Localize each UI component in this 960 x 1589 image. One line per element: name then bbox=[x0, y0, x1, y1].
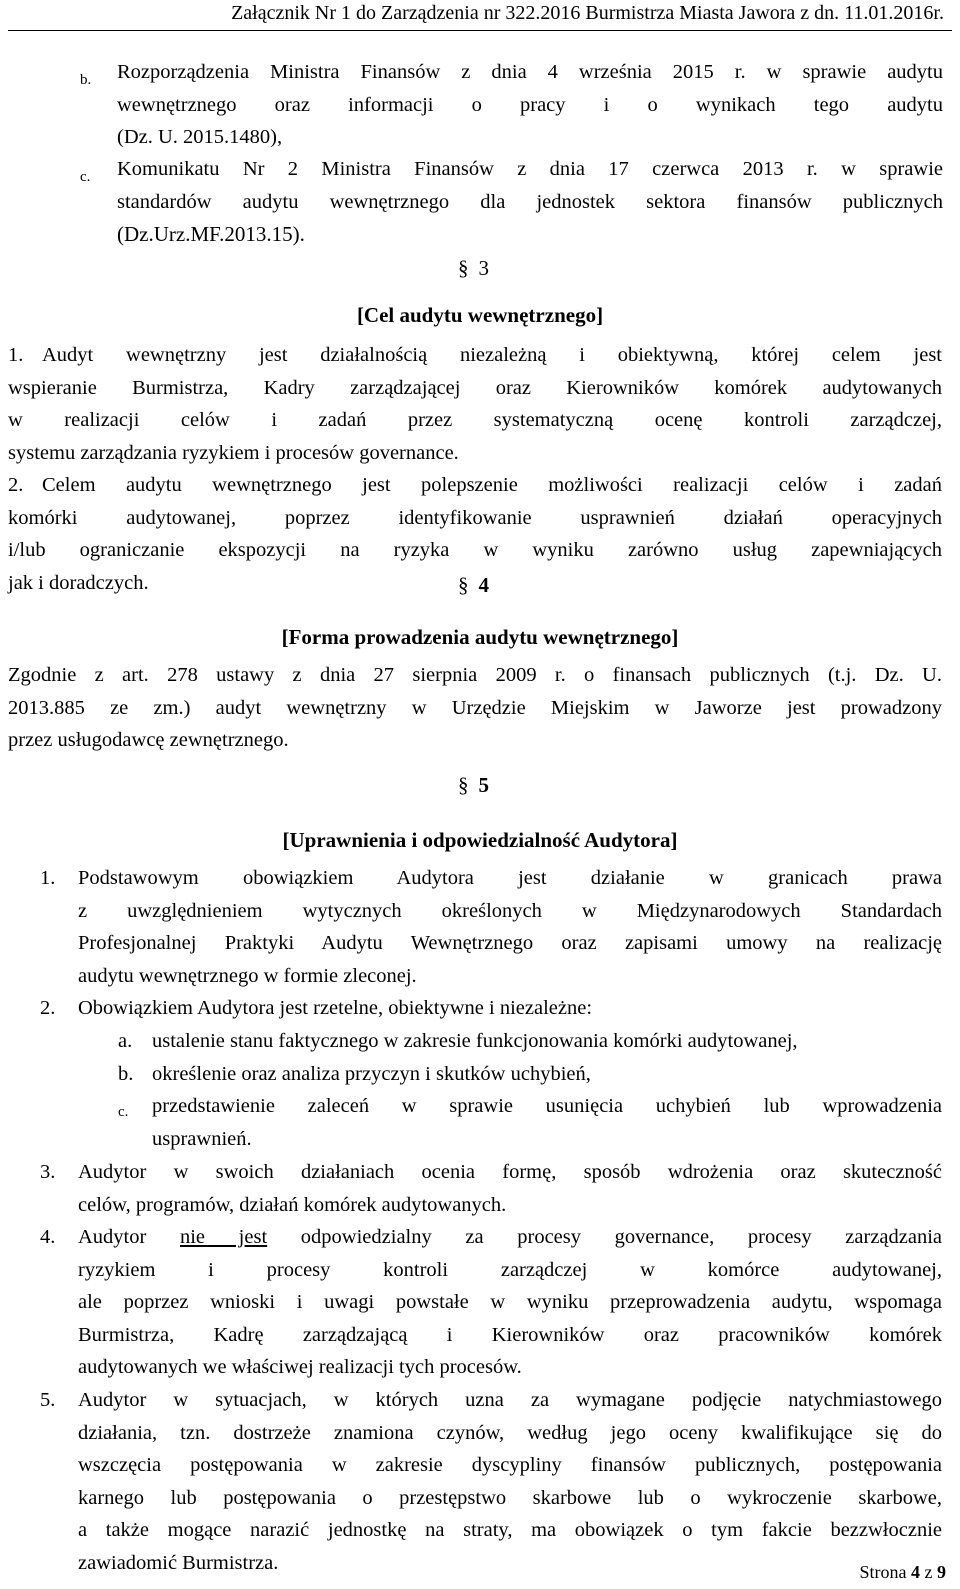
text-line: Rozporządzenia Ministra Finansów z dnia 4 września 2015 r. w sprawie audytu bbox=[117, 61, 943, 83]
text-line: przedstawienie zaleceń w sprawie usunięcia uchybień lub wprowadzenia bbox=[152, 1095, 942, 1117]
text-line: usprawnień. bbox=[152, 1127, 252, 1150]
list-marker-c: c. bbox=[80, 169, 91, 185]
text-line: Burmistrza, Kadrę zarządzającą i Kierowników oraz pracowników komórek bbox=[78, 1323, 942, 1346]
text-line: a także mogące narazić jednostkę na straty, ma obowiązek o tym fakcie bezzwłocznie bbox=[78, 1519, 942, 1541]
text-line: wspieranie Burmistrza, Kadry zarządzającej oraz Kierowników komórek audytowanych bbox=[8, 376, 942, 399]
section-4-number: § 4 bbox=[458, 573, 489, 597]
text-line: karnego lub postępowania o przestępstwo skarbowe lub o wykroczenie skarbowe, bbox=[78, 1486, 942, 1509]
section-5-title: [Uprawnienia i odpowiedzialność Audytora] bbox=[282, 828, 678, 852]
document-header: Załącznik Nr 1 do Zarządzenia nr 322.2016 Burmistrza Miasta Jawora z dn. 11.01.2016r. bbox=[231, 2, 944, 24]
section-4-title: [Forma prowadzenia audytu wewnętrznego] bbox=[281, 625, 679, 649]
section-5-item-2c bbox=[152, 1090, 942, 1155]
section-5-item-3 bbox=[78, 1156, 942, 1221]
text-line: Audytor nie jest odpowiedzialny za procesy governance, procesy zarządzania bbox=[78, 1226, 943, 1248]
text-line: działania, tzn. dostrzeże znamiona czynów, według jego oceny kwalifikujące się do bbox=[78, 1421, 942, 1444]
section-5-item-2: Obowiązkiem Audytora jest rzetelne, obiektywne i niezależne: bbox=[78, 997, 593, 1019]
text-line: celów, programów, działań komórek audytowanych. bbox=[78, 1193, 507, 1216]
emphasis-underline: nie jest bbox=[179, 1226, 268, 1248]
section-5-item-1 bbox=[78, 862, 942, 992]
list-marker-1: 1. bbox=[8, 344, 24, 366]
list-marker-3: 3. bbox=[40, 1161, 56, 1183]
text-line: Celem audytu wewnętrznego jest polepszenie możliwości realizacji celów i zadań bbox=[42, 474, 942, 496]
top-item-c bbox=[117, 153, 943, 251]
section-3-title: [Cel audytu wewnętrznego] bbox=[356, 303, 604, 327]
list-marker-5: 5. bbox=[40, 1389, 56, 1411]
text-line: Zgodnie z art. 278 ustawy z dnia 27 sierpnia 2009 r. o finansach publicznych (t.j. Dz. U. bbox=[8, 664, 942, 686]
text-line: systemu zarządzania ryzykiem i procesów governance. bbox=[8, 441, 459, 464]
text-line: Audyt wewnętrzny jest działalnością niezależną i obiektywną, której celem jest bbox=[42, 344, 942, 366]
list-marker-2: 2. bbox=[8, 474, 24, 496]
section-5-item-2a: ustalenie stanu faktycznego w zakresie funkcjonowania komórki audytowanej, bbox=[152, 1030, 798, 1052]
section-4-paragraph bbox=[8, 659, 942, 757]
header-rule bbox=[8, 30, 952, 31]
list-marker-c: c. bbox=[118, 1104, 129, 1120]
text-line: zawiadomić Burmistrza. bbox=[78, 1551, 279, 1574]
text-line: jak i doradczych. bbox=[8, 571, 149, 594]
section-3-paragraph-1 bbox=[8, 339, 942, 469]
text-line: Komunikatu Nr 2 Ministra Finansów z dnia 17 czerwca 2013 r. w sprawie bbox=[117, 158, 943, 180]
text-line: z uwzględnieniem wytycznych określonych w Międzynarodowych Standardach bbox=[78, 899, 942, 922]
list-marker-b: b. bbox=[80, 72, 92, 88]
text-line: Podstawowym obowiązkiem Audytora jest działanie w granicach prawa bbox=[78, 867, 942, 889]
text-line: komórki audytowanej, poprzez identyfikowanie usprawnień działań operacyjnych bbox=[8, 506, 942, 529]
list-marker-1: 1. bbox=[40, 867, 56, 889]
section-5-item-5 bbox=[78, 1384, 942, 1579]
list-marker-4: 4. bbox=[40, 1226, 56, 1248]
text-line: audytowanych we właściwej realizacji tych procesów. bbox=[78, 1356, 522, 1378]
text-line: wewnętrznego oraz informacji o pracy i o wynikach tego audytu bbox=[117, 93, 943, 116]
text-line: ale poprzez wnioski i uwagi powstałe w wyniku przeprowadzenia audytu, wspomaga bbox=[78, 1291, 942, 1313]
section-5-number: § 5 bbox=[458, 773, 489, 797]
text-line: (Dz. U. 2015.1480), bbox=[117, 126, 283, 148]
text-line: Audytor w sytuacjach, w których uzna za wymagane podjęcie natychmiastowego bbox=[78, 1389, 942, 1411]
text-line: Audytor w swoich działaniach ocenia formę, sposób wdrożenia oraz skuteczność bbox=[78, 1161, 942, 1183]
text-line: (Dz.Urz.MF.2013.15). bbox=[117, 222, 305, 246]
text-line: audytu wewnętrznego w formie zleconej. bbox=[78, 964, 417, 987]
text-line: wszczęcia postępowania w zakresie dyscypliny finansów publicznych, postępowania bbox=[78, 1454, 942, 1476]
text-line: przez usługodawcę zewnętrznego. bbox=[8, 729, 289, 751]
text-line: w realizacji celów i zadań przez systematyczną ocenę kontroli zarządczej, bbox=[8, 409, 942, 431]
list-marker-b: b. bbox=[118, 1063, 134, 1085]
text-line: standardów audytu wewnętrznego dla jednostek sektora finansów publicznych bbox=[117, 190, 943, 213]
page-number: Strona 4 z 9 bbox=[859, 1562, 946, 1582]
text-line: Profesjonalnej Praktyki Audytu Wewnętrznego oraz zapisami umowy na realizację bbox=[78, 932, 942, 954]
section-5-item-4 bbox=[78, 1221, 942, 1384]
text-line: i/lub ograniczanie ekspozycji na ryzyka w wyniku zarówno usług zapewniających bbox=[8, 539, 942, 561]
section-5-item-2b: określenie oraz analiza przyczyn i skutków uchybień, bbox=[152, 1063, 591, 1085]
list-marker-a: a. bbox=[118, 1030, 133, 1052]
top-item-b bbox=[117, 56, 943, 154]
list-marker-2: 2. bbox=[40, 997, 56, 1019]
text-line: ryzykiem i procesy kontroli zarządczej w komórce audytowanej, bbox=[78, 1258, 942, 1281]
text-line: 2013.885 ze zm.) audyt wewnętrzny w Urzędzie Miejskim w Jaworze jest prowadzony bbox=[8, 696, 942, 719]
section-3-number: § 3 bbox=[458, 256, 489, 280]
